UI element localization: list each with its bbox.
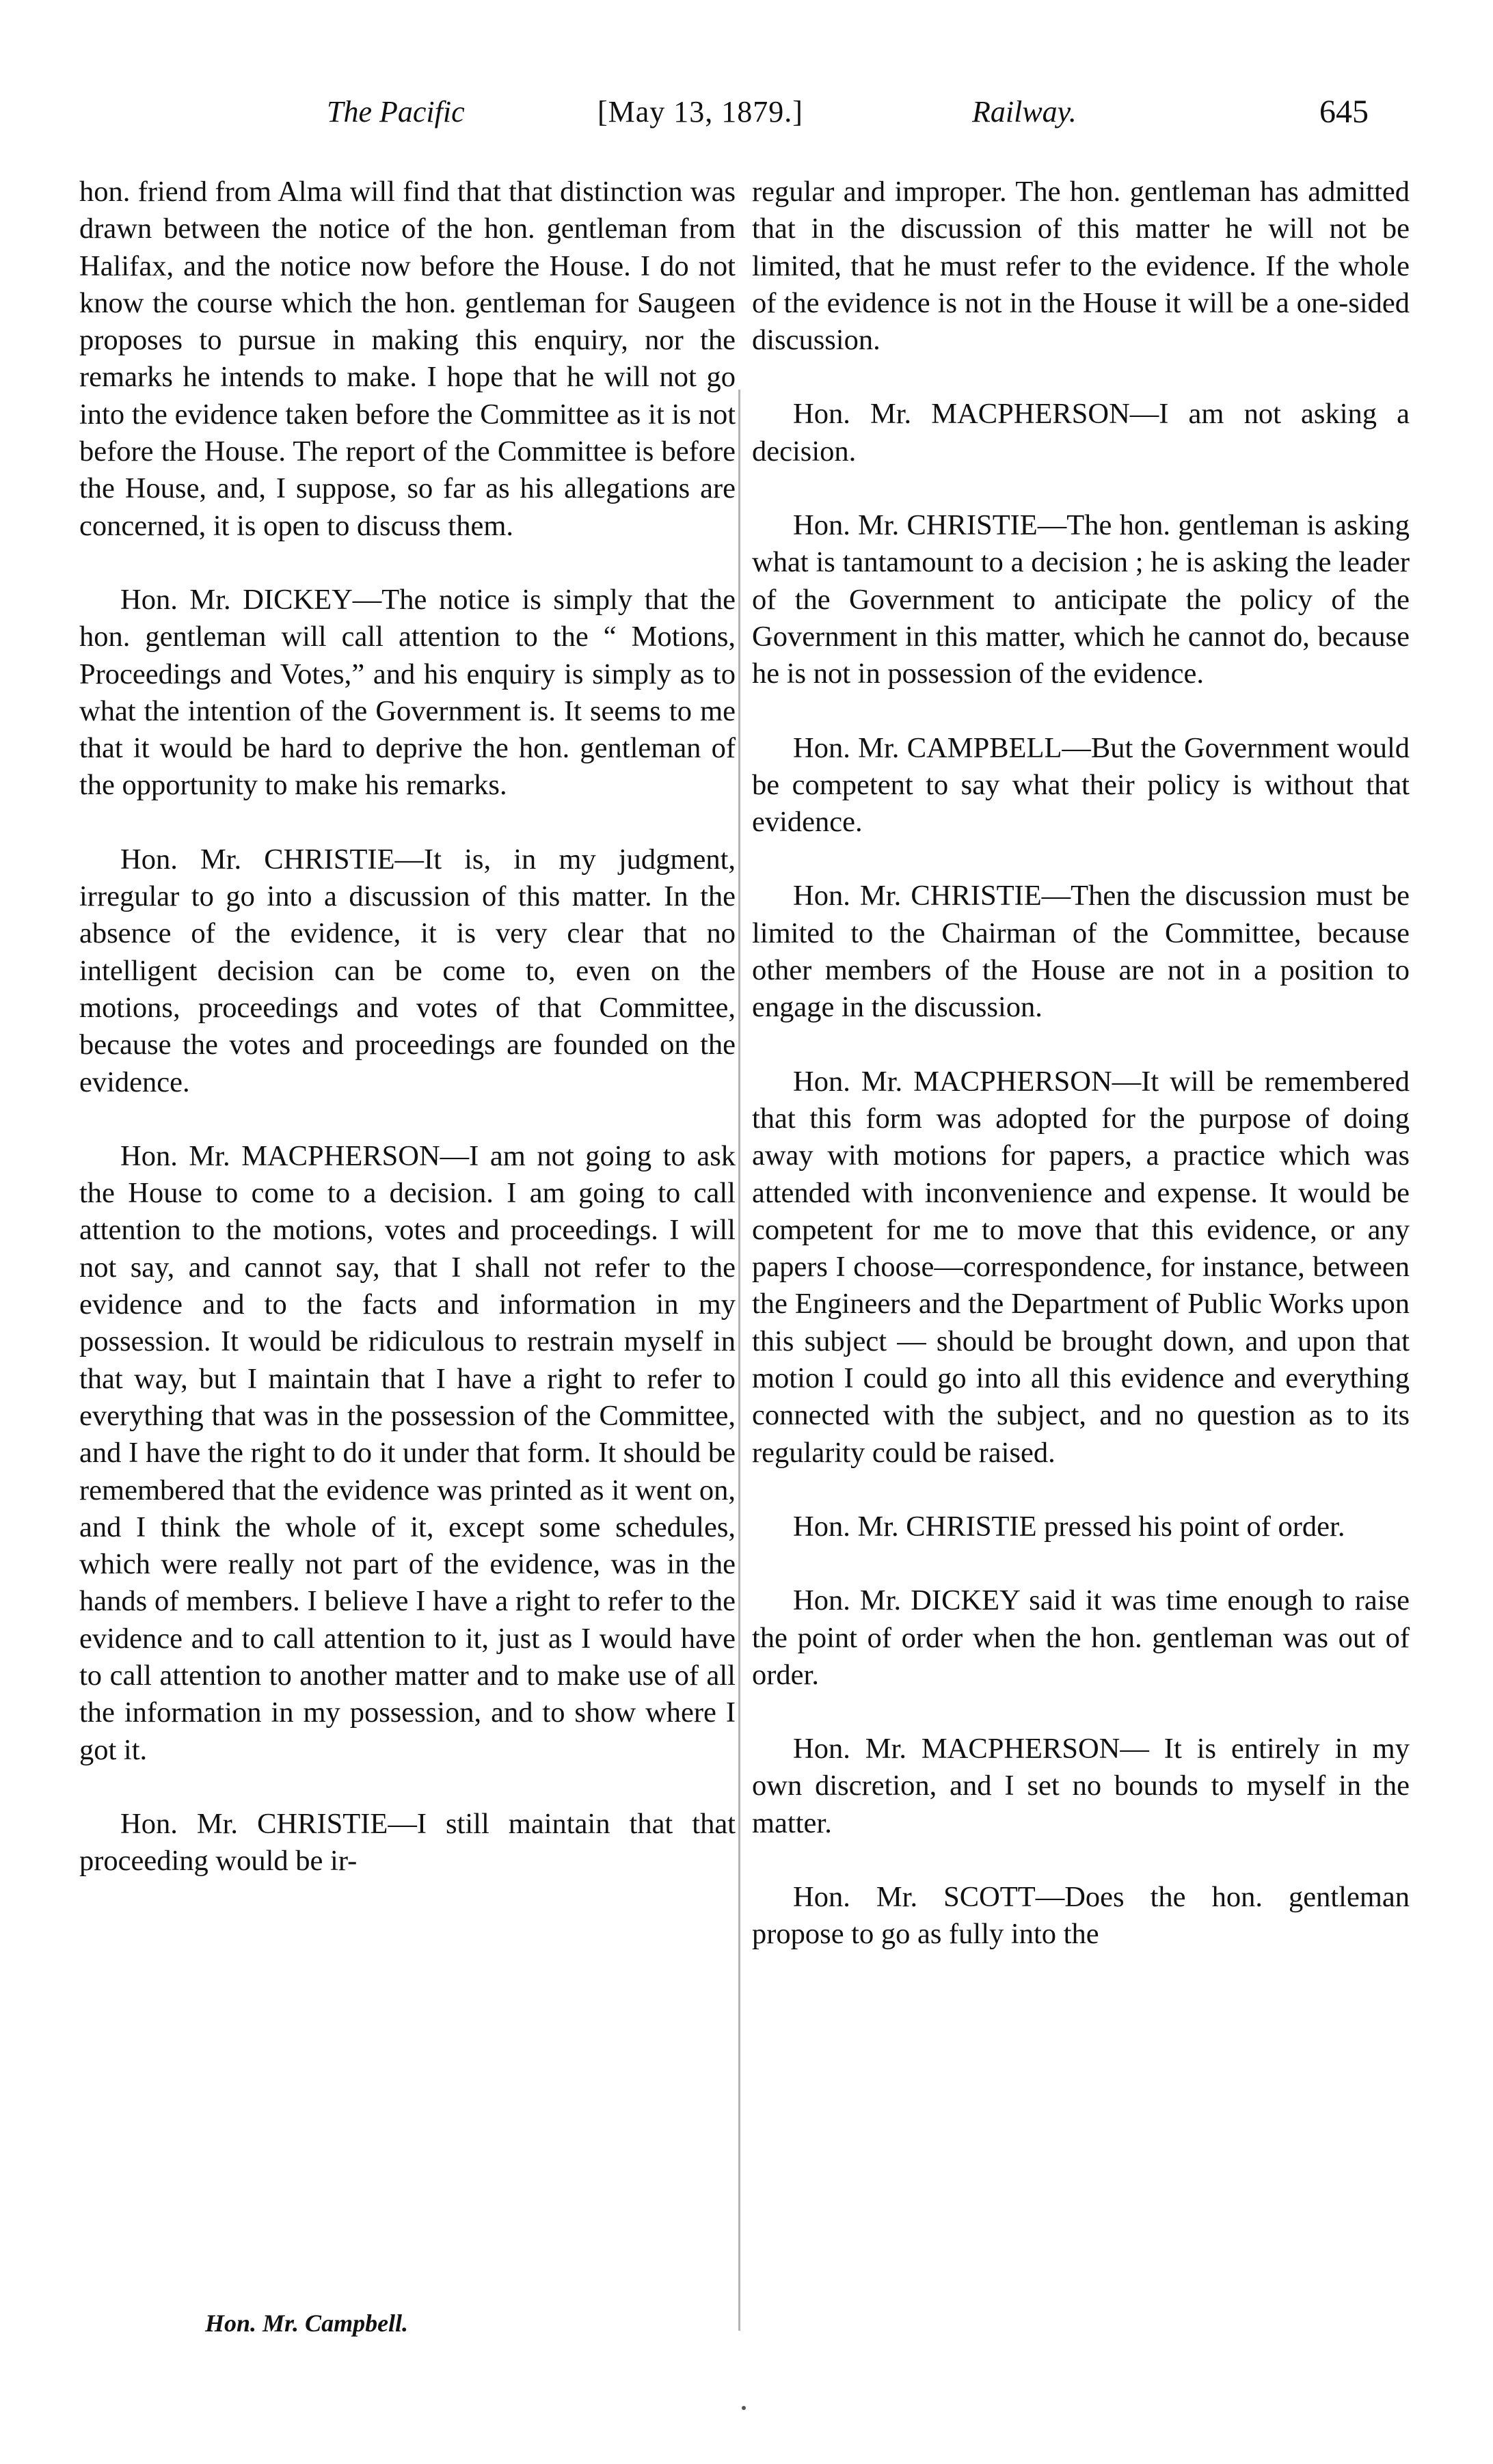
page-number: 645 (1319, 94, 1369, 130)
paragraph: Hon. Mr. MACPHERSON—I am not asking a decision. (752, 398, 1410, 468)
running-head-date: [May 13, 1879.] (597, 95, 803, 128)
paragraph: Hon. Mr. MACPHERSON—I am not going to ask the House to come to a decision. I am going to call attention to the motions, votes and proceedings. I will not say, and cannot say, that I shall not refer to the evidence and to the facts and information in my possession. It would be ridiculous to restrain myself in that way, but I maintain that I have a right to refer to everything that was in the possession of the Committee, and I have the right to do it under that form. It should be remembered that the evidence was printed as it went on, and I think the whole of it, except some schedules, which were really not part of the evidence, was in the hands of members. I believe I have a right to refer to the evidence and to call attention to it, just as I would have to call attention to another matter and to make use of all the information in my possession, and to show where I got it. (79, 1139, 736, 1766)
paragraph: hon. friend from Alma will find that that distinction was drawn between the notice of the hon. gentleman from Halifax, and the notice now before the House. I do not know the course which the hon. gentleman for Saugeen proposes to pursue in making this enquiry, nor the remarks he intends to make. I hope that he will not go into the evidence taken before the Committee as it is not before the House. The report of the Committee is before the House, and, I suppose, so far as his allegations are concerned, it is open to discuss them. (79, 176, 736, 542)
print-speck (742, 2406, 746, 2410)
paragraph: regular and improper. The hon. gentleman has admitted that in the discussion of this matter he will not be limited, that he must refer to the evidence. If the whole of the evidence is not in the House it will be a one-sided discussion. (752, 176, 1410, 357)
left-column (79, 174, 736, 1880)
right-column (752, 174, 1410, 1953)
paragraph: Hon. Mr. CHRISTIE pressed his point of order. (793, 1510, 1345, 1543)
paragraph: Hon. Mr. CHRISTIE—The hon. gentleman is asking what is tantamount to a decision ; he is asking the leader of the Government to anticipate the policy of the Government in this matter, which he cannot do, because he is not in possession of the evidence. (752, 509, 1410, 690)
paragraph: Hon. Mr. MACPHERSON—It will be remembered that this form was adopted for the purpose of doing away with motions for papers, a practice which was attended with inconvenience and expense. It would be competent for me to move that this evidence, or any papers I choose—correspondence, for instance, between the Engineers and the Department of Public Works upon this subject — should be brought down, and upon that motion I could go into all this evidence and everything connected with the subject, and no question as to its regularity could be raised. (752, 1065, 1410, 1469)
paragraph: Hon. Mr. CHRISTIE—I still maintain that that proceeding would be ir- (79, 1807, 736, 1878)
running-head-left: The Pacific (327, 95, 465, 128)
paragraph: Hon. Mr. CHRISTIE—Then the discussion must be limited to the Chairman of the Committee, because other members of the House are not in a position to engage in the discussion. (752, 880, 1410, 1024)
column-divider (738, 390, 740, 2331)
paragraph: Hon. Mr. MACPHERSON— It is entirely in my own discretion, and I set no bounds to myself in the matter. (752, 1733, 1410, 1839)
paragraph: Hon. Mr. CHRISTIE—It is, in my judgment, irregular to go into a discussion of this matter. In the absence of the evidence, it is very clear that no intelligent decision can be come to, even on the motions, proceedings and votes of that Committee, because the votes and proceedings are founded on the evidence. (79, 843, 736, 1098)
running-head-right: Railway. (972, 95, 1077, 128)
paragraph: Hon. Mr. DICKEY—The notice is simply that the hon. gentleman will call attention to the “ Motions, Proceedings and Votes,” and his enquiry is simply as to what the intention of the Government is. It seems to me that it would be hard to deprive the hon. gentleman of the opportunity to make his remarks. (79, 583, 736, 802)
paragraph: Hon. Mr. DICKEY said it was time enough to raise the point of order when the hon. gentleman was out of order. (752, 1584, 1410, 1691)
footer-signature: Hon. Mr. Campbell. (205, 2310, 409, 2337)
paragraph: Hon. Mr. SCOTT—Does the hon. gentleman propose to go as fully into the (752, 1880, 1410, 1951)
paragraph: Hon. Mr. CAMPBELL—But the Government would be competent to say what their policy is without that evidence. (752, 731, 1410, 839)
page-header (0, 92, 1493, 146)
